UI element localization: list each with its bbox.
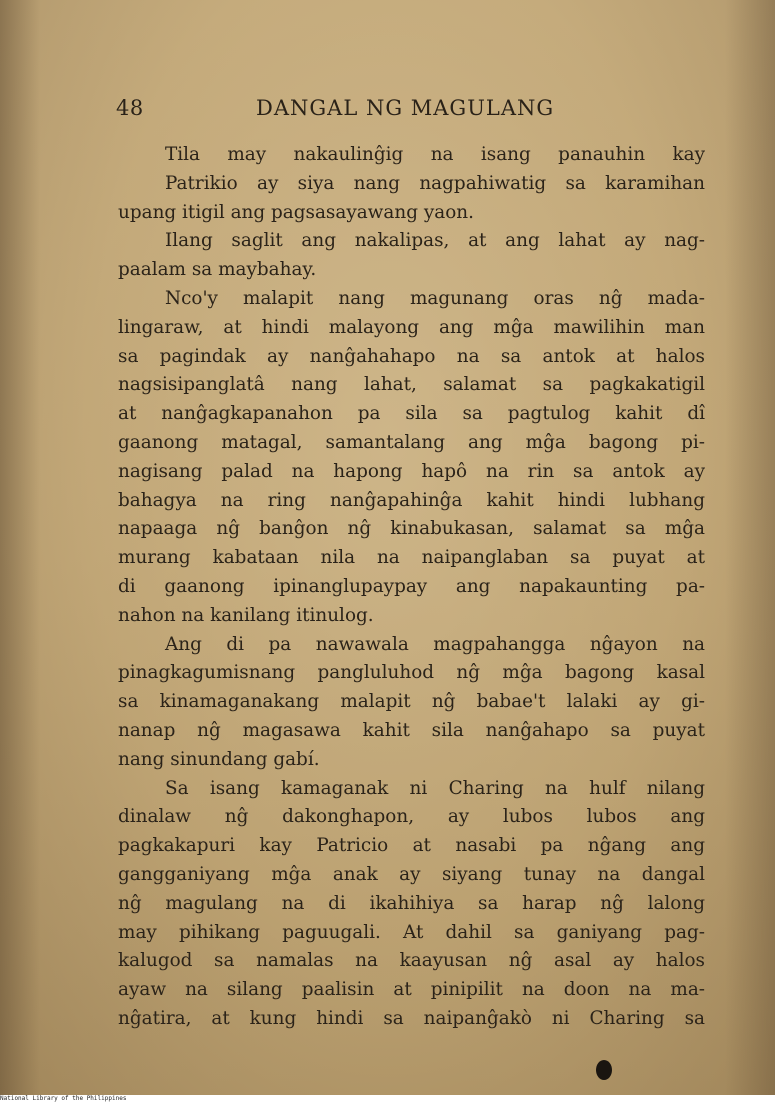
- text-line: sa kinamaganakang malapit nĝ babae't lalaki ay gi-: [118, 691, 705, 713]
- text-line: ayaw na silang paalisin at pinipilit na doon na ma-: [118, 979, 705, 1001]
- page-shadow-left: [0, 0, 40, 1095]
- page-shadow-right: [725, 0, 775, 1095]
- paragraph-cont: [118, 314, 705, 602]
- text-line: bahagya na ring nanĝapahinĝa kahit hindi lubhang: [118, 489, 705, 511]
- text-line: sa pagindak ay nanĝahahapo na sa antok at halos: [118, 345, 705, 367]
- text-line: napaaga nĝ banĝon nĝ kinabukasan, salamat sa mĝa: [118, 518, 705, 540]
- paragraph: [118, 227, 705, 256]
- text-line: at nanĝagkapanahon pa sila sa pagtulog kahit dî: [118, 403, 705, 425]
- paragraph-end: [118, 602, 705, 631]
- paragraph-cont: [118, 659, 705, 745]
- text-line: may pihikang paguugali. At dahil sa ganiyang pag-: [118, 921, 705, 943]
- ink-spot: [596, 1060, 612, 1080]
- text-line: pinagkagumisnang pangluluhod nĝ mĝa bagong kasal: [118, 662, 705, 684]
- text-line: Nco'y malapit nang magunang oras nĝ mada-: [165, 287, 705, 309]
- text-line: Tila may nakaulinĝig na isang panauhin kay: [165, 144, 705, 165]
- text-line: kalugod sa namalas na kaayusan nĝ asal ay halos: [118, 950, 705, 972]
- running-title: DANGAL NG MAGULANG: [256, 96, 555, 120]
- paragraph: [118, 631, 705, 660]
- paragraph: [118, 285, 705, 314]
- text-line: lingaraw, at hindi malayong ang mĝa mawilihin man: [118, 316, 705, 338]
- text-line: nĝatira, at kung hindi sa naipanĝakò ni Charing sa: [118, 1007, 705, 1029]
- text-line: gaanong matagal, samantalang ang mĝa bagong pi-: [118, 431, 705, 453]
- page-number: 48: [116, 96, 144, 120]
- paragraph-cont: [118, 803, 705, 1033]
- text-line: Ang di pa nawawala magpahangga nĝayon na: [165, 633, 705, 655]
- text-line: gangganiyang mĝa anak ay siyang tunay na dangal: [118, 863, 705, 885]
- body-text: [118, 141, 705, 1034]
- text-line: Sa isang kamaganak ni Charing na hulf nilang: [165, 777, 705, 799]
- text-line: nanap nĝ magasawa kahit sila nanĝahapo sa puyat: [118, 719, 705, 741]
- text-line: nagisang palad na hapong hapô na rin sa antok ay: [118, 460, 705, 482]
- paragraph-end: [118, 746, 705, 775]
- page-header: [116, 96, 576, 124]
- paragraph-end: [118, 199, 705, 228]
- text-line: upang itigil ang pagsasayawang yaon.: [118, 201, 474, 223]
- text-line: nang sinundang gabí.: [118, 748, 320, 770]
- text-line: dinalaw nĝ dakonghapon, ay lubos lubos ang: [118, 806, 705, 828]
- text-line: Ilang saglit ang nakalipas, at ang lahat ay nag-: [165, 230, 705, 252]
- text-line: nahon na kanilang itinulog.: [118, 604, 374, 626]
- text-line: di gaanong ipinanglupaypay ang napakaunting pa-: [118, 575, 705, 597]
- paragraph: [118, 775, 705, 804]
- text-line: nĝ magulang na di ikahihiya sa harap nĝ lalong: [118, 892, 705, 914]
- text-line: paalam sa maybahay.: [118, 259, 317, 281]
- text-line: Patrikio ay siya nang nagpahiwatig sa karamihan: [165, 172, 705, 194]
- scan-credit: National Library of the Philippines: [0, 1095, 775, 1103]
- text-line: pagkakapuri kay Patricio at nasabi pa nĝang ang: [118, 835, 705, 857]
- paragraph: [118, 141, 705, 199]
- paragraph-end: [118, 256, 705, 285]
- text-line: murang kabataan nila na naipanglaban sa puyat at: [118, 547, 705, 569]
- text-line: nagsisipanglatâ nang lahat, salamat sa pagkakatigil: [118, 374, 705, 396]
